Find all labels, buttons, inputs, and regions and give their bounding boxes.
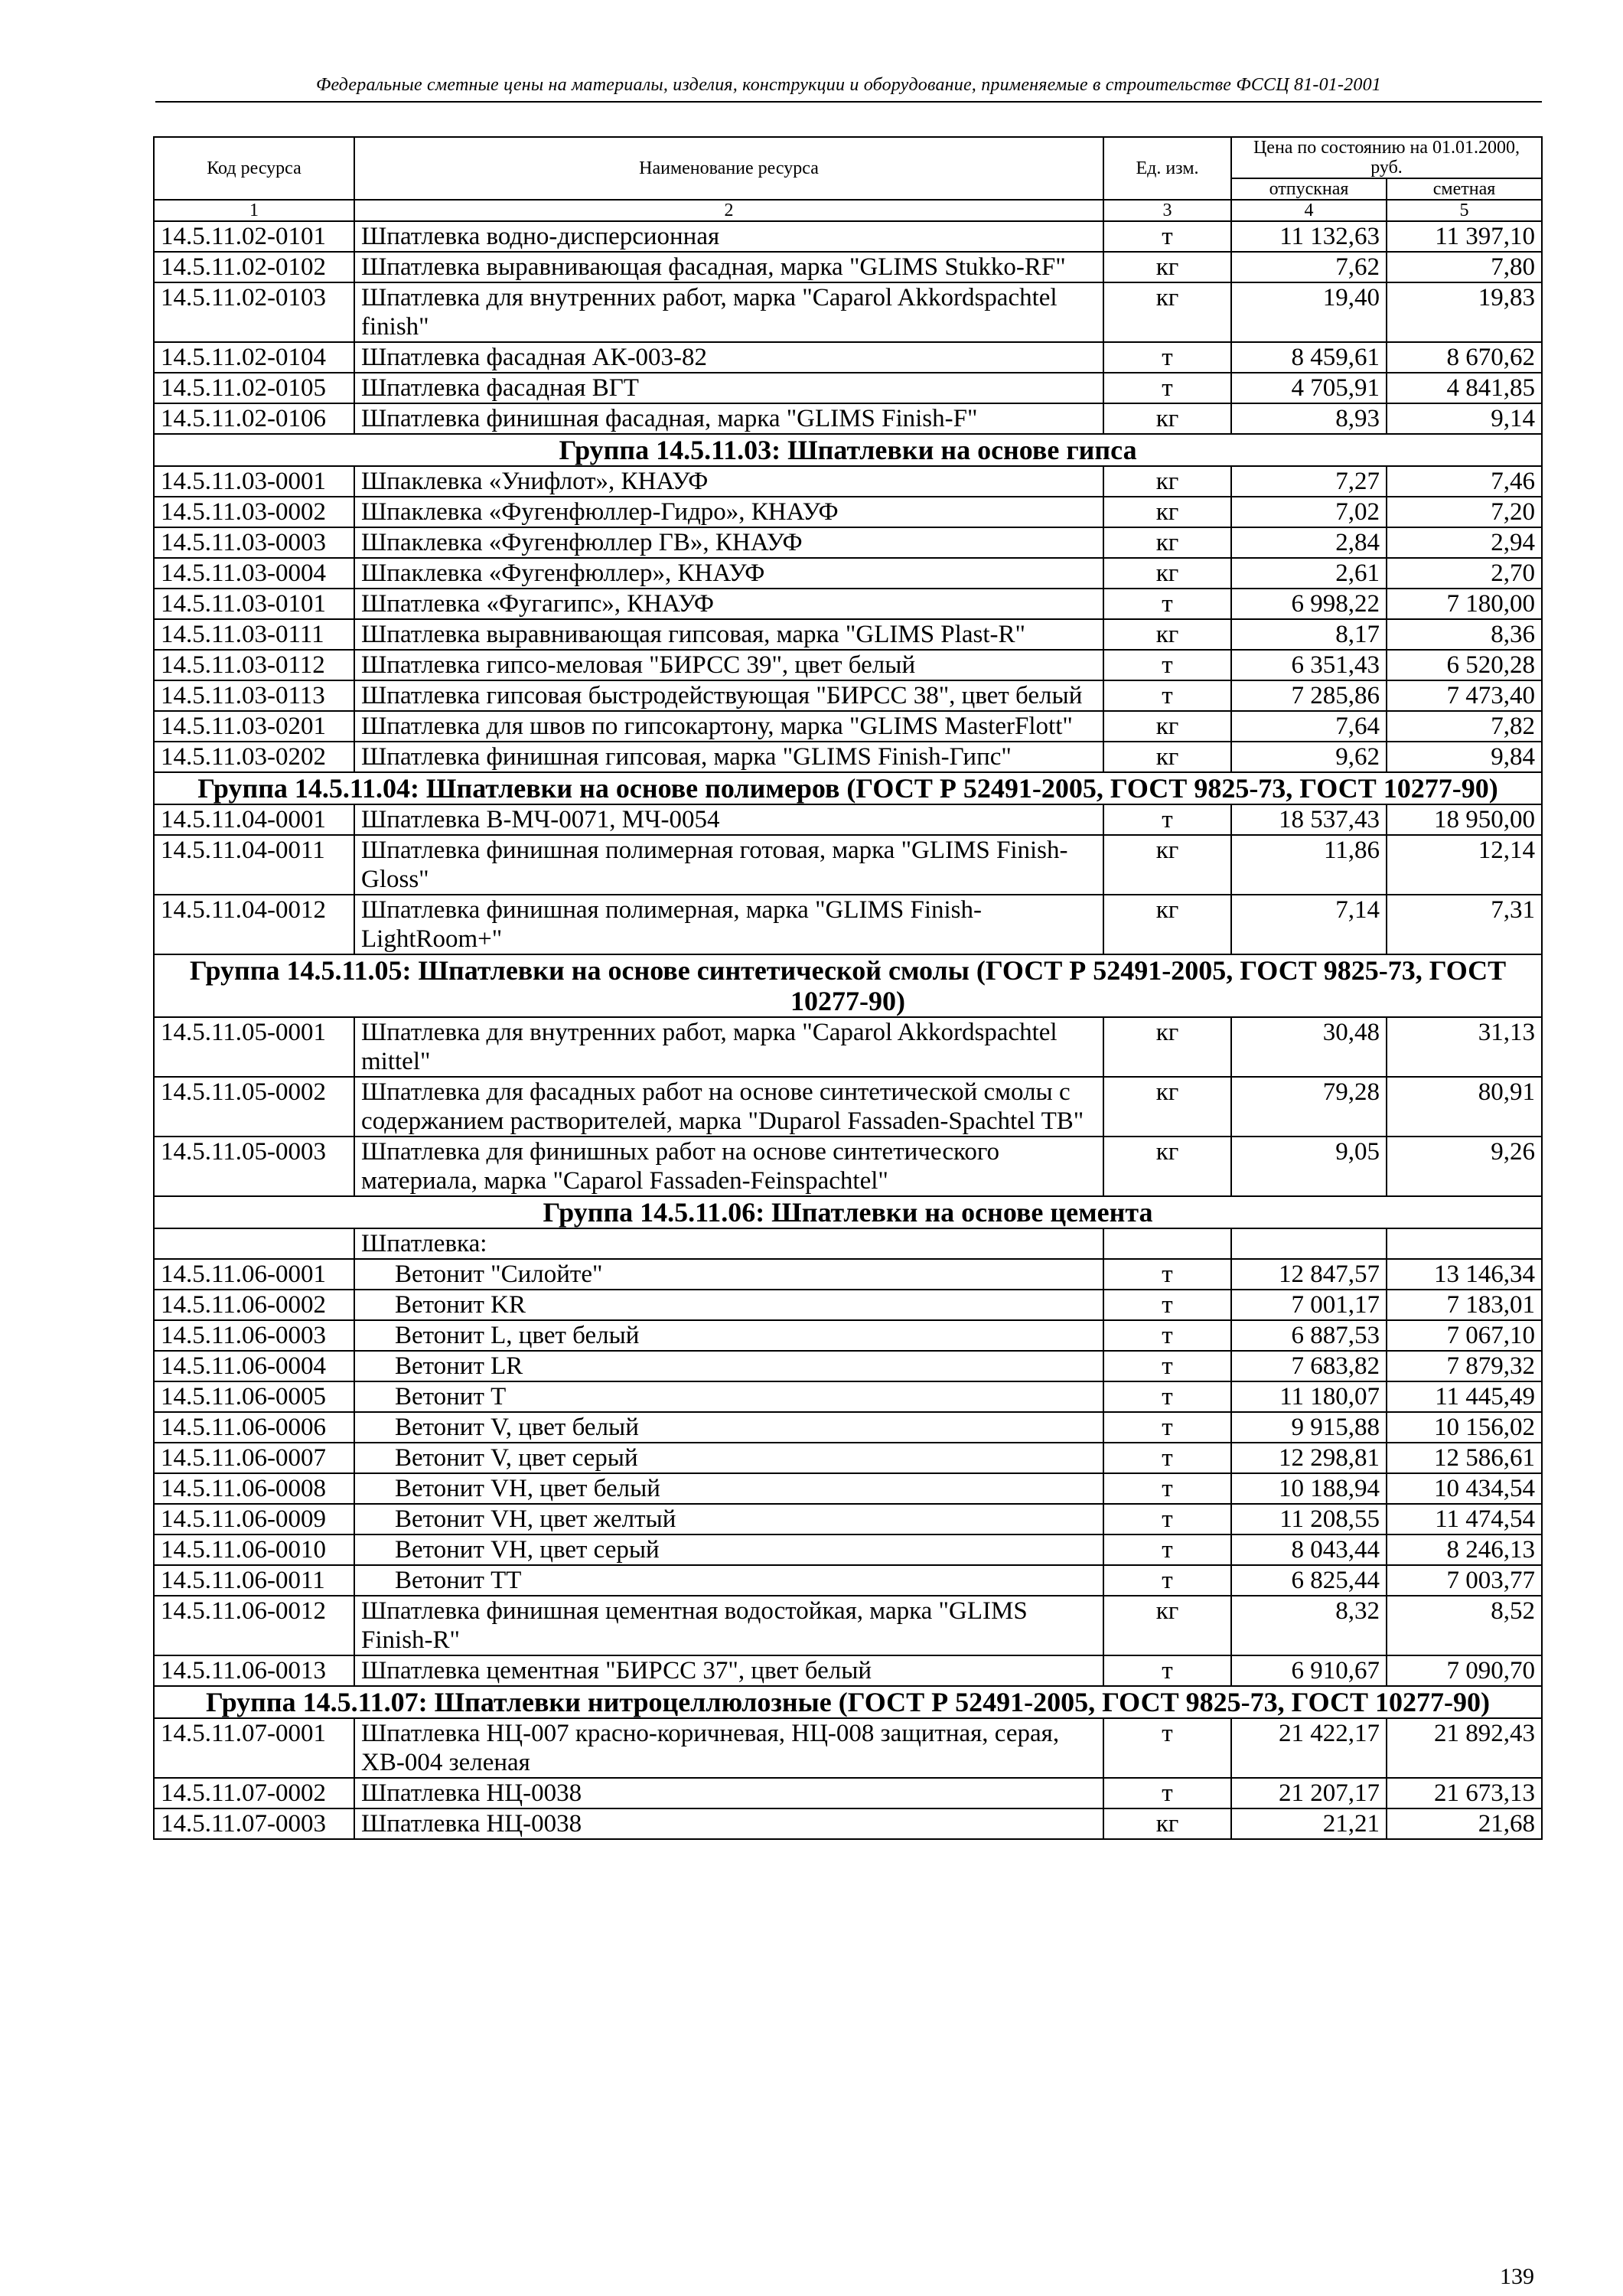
- table-row: [154, 466, 1542, 497]
- cell-unit: т: [1103, 1655, 1231, 1686]
- table-row: [154, 373, 1542, 403]
- cell-estimate-price: 80,91: [1387, 1077, 1542, 1137]
- col-number: 2: [354, 200, 1103, 221]
- cell-name: Ветонит L, цвет белый: [354, 1320, 1103, 1351]
- cell-name: Ветонит VH, цвет белый: [354, 1473, 1103, 1504]
- table-row: [154, 497, 1542, 527]
- cell-unit: т: [1103, 1381, 1231, 1412]
- table-row: [154, 1290, 1542, 1320]
- cell-name: Шпатлевка финишная полимерная, марка "GLIMS Finish-LightRoom+": [354, 895, 1103, 954]
- cell-code: 14.5.11.02-0106: [154, 403, 354, 434]
- cell-name: Шпатлевка НЦ-0038: [354, 1778, 1103, 1808]
- cell-estimate-price: 7,80: [1387, 252, 1542, 282]
- cell-estimate-price: 13 146,34: [1387, 1259, 1542, 1290]
- cell-release-price: 6 825,44: [1231, 1565, 1387, 1596]
- cell-estimate-price: 21 892,43: [1387, 1718, 1542, 1778]
- table-row: [154, 1259, 1542, 1290]
- cell-code: 14.5.11.04-0011: [154, 835, 354, 895]
- cell-unit: т: [1103, 1290, 1231, 1320]
- cell-name: Шпатлевка цементная "БИРСС 37", цвет белый: [354, 1655, 1103, 1686]
- cell-release-price: 7 285,86: [1231, 680, 1387, 711]
- page-number: 139: [1500, 2264, 1534, 2289]
- cell-release-price: 11,86: [1231, 835, 1387, 895]
- cell-release-price: 9,62: [1231, 742, 1387, 772]
- cell-unit: кг: [1103, 282, 1231, 342]
- cell-estimate-price: 11 445,49: [1387, 1381, 1542, 1412]
- group-title: Группа 14.5.11.04: Шпатлевки на основе полимеров (ГОСТ Р 52491-2005, ГОСТ 9825-73, ГОСТ 10277-90): [154, 772, 1542, 804]
- cell-unit: т: [1103, 1412, 1231, 1443]
- cell-unit: т: [1103, 1320, 1231, 1351]
- cell-release-price: 8,17: [1231, 619, 1387, 650]
- col-number: 3: [1103, 200, 1231, 221]
- table-row: [154, 742, 1542, 772]
- cell-code: 14.5.11.02-0102: [154, 252, 354, 282]
- cell-unit: кг: [1103, 497, 1231, 527]
- table-row: [154, 711, 1542, 742]
- cell-name: Шпаклевка «Унифлот», КНАУФ: [354, 466, 1103, 497]
- cell-estimate-price: 7 473,40: [1387, 680, 1542, 711]
- col-code-header: Код ресурса: [154, 137, 354, 200]
- cell-name: Шпатлевка выравнивающая гипсовая, марка "GLIMS Plast-R": [354, 619, 1103, 650]
- cell-unit: кг: [1103, 1077, 1231, 1137]
- cell-code: 14.5.11.06-0003: [154, 1320, 354, 1351]
- cell-name: Шпатлевка финишная полимерная готовая, марка "GLIMS Finish-Gloss": [354, 835, 1103, 895]
- cell-name: Ветонит VH, цвет желтый: [354, 1504, 1103, 1534]
- col-number: 1: [154, 200, 354, 221]
- cell-release-price: 2,84: [1231, 527, 1387, 558]
- cell-estimate-price: 7,31: [1387, 895, 1542, 954]
- cell-estimate-price: 7 879,32: [1387, 1351, 1542, 1381]
- label-row: [154, 1228, 1542, 1259]
- table-row: [154, 252, 1542, 282]
- table-row: [154, 619, 1542, 650]
- cell-estimate-price: 31,13: [1387, 1017, 1542, 1077]
- cell-estimate-price: 10 156,02: [1387, 1412, 1542, 1443]
- cell-name: Ветонит V, цвет серый: [354, 1443, 1103, 1473]
- cell-estimate-price: 7 090,70: [1387, 1655, 1542, 1686]
- cell-label: Шпатлевка:: [354, 1228, 1103, 1259]
- cell-name: Шпатлевка гипсовая быстродействующая "БИРСС 38", цвет белый: [354, 680, 1103, 711]
- cell-unit: т: [1103, 1259, 1231, 1290]
- cell-unit: т: [1103, 1443, 1231, 1473]
- cell-unit: кг: [1103, 1017, 1231, 1077]
- cell-unit: т: [1103, 1473, 1231, 1504]
- col-number: 5: [1387, 200, 1542, 221]
- cell-estimate-price: 9,14: [1387, 403, 1542, 434]
- cell-name: Ветонит TT: [354, 1565, 1103, 1596]
- cell-code: 14.5.11.06-0004: [154, 1351, 354, 1381]
- table-row: [154, 1534, 1542, 1565]
- table-row: [154, 1137, 1542, 1196]
- table-row: [154, 1443, 1542, 1473]
- cell-name: Шпатлевка В-МЧ-0071, МЧ-0054: [354, 804, 1103, 835]
- table-row: [154, 895, 1542, 954]
- table-row: [154, 1320, 1542, 1351]
- cell-estimate-price: 8,36: [1387, 619, 1542, 650]
- cell-unit: кг: [1103, 1596, 1231, 1655]
- cell-code: 14.5.11.06-0005: [154, 1381, 354, 1412]
- cell-unit: кг: [1103, 711, 1231, 742]
- table-row: [154, 1565, 1542, 1596]
- cell-release-empty: [1231, 1228, 1387, 1259]
- cell-estimate-price: 7 067,10: [1387, 1320, 1542, 1351]
- cell-release-price: 8,93: [1231, 403, 1387, 434]
- cell-code: 14.5.11.06-0008: [154, 1473, 354, 1504]
- cell-name: Шпатлевка для внутренних работ, марка "Caparol Akkordspachtel mittel": [354, 1017, 1103, 1077]
- cell-unit: т: [1103, 680, 1231, 711]
- cell-code: 14.5.11.02-0103: [154, 282, 354, 342]
- cell-release-price: 12 298,81: [1231, 1443, 1387, 1473]
- cell-code: 14.5.11.03-0112: [154, 650, 354, 680]
- cell-unit: т: [1103, 1565, 1231, 1596]
- cell-release-price: 7,64: [1231, 711, 1387, 742]
- cell-estimate-price: 11 397,10: [1387, 221, 1542, 252]
- table-row: [154, 650, 1542, 680]
- cell-name: Шпаклевка «Фугенфюллер-Гидро», КНАУФ: [354, 497, 1103, 527]
- cell-estimate-price: 2,70: [1387, 558, 1542, 589]
- cell-estimate-price: 8 670,62: [1387, 342, 1542, 373]
- cell-code: 14.5.11.03-0202: [154, 742, 354, 772]
- cell-code: 14.5.11.02-0105: [154, 373, 354, 403]
- cell-release-price: 8 459,61: [1231, 342, 1387, 373]
- cell-name: Шпатлевка фасадная ВГТ: [354, 373, 1103, 403]
- cell-code: 14.5.11.03-0002: [154, 497, 354, 527]
- table-row: [154, 1017, 1542, 1077]
- cell-release-price: 79,28: [1231, 1077, 1387, 1137]
- cell-estimate-price: 8,52: [1387, 1596, 1542, 1655]
- cell-release-price: 8 043,44: [1231, 1534, 1387, 1565]
- cell-unit: т: [1103, 589, 1231, 619]
- table-row: [154, 1596, 1542, 1655]
- cell-estimate-price: 21,68: [1387, 1808, 1542, 1839]
- cell-release-price: 6 910,67: [1231, 1655, 1387, 1686]
- cell-name: Шпатлевка финишная гипсовая, марка "GLIMS Finish-Гипс": [354, 742, 1103, 772]
- cell-unit: кг: [1103, 403, 1231, 434]
- cell-estimate-price: 18 950,00: [1387, 804, 1542, 835]
- cell-code: 14.5.11.06-0013: [154, 1655, 354, 1686]
- col-price-header: Цена по состоянию на 01.01.2000, руб.: [1231, 137, 1542, 178]
- cell-code: 14.5.11.06-0001: [154, 1259, 354, 1290]
- cell-unit: кг: [1103, 252, 1231, 282]
- table-row: [154, 1718, 1542, 1778]
- cell-unit: т: [1103, 221, 1231, 252]
- table-row: [154, 1351, 1542, 1381]
- cell-code: 14.5.11.02-0101: [154, 221, 354, 252]
- table-row: [154, 282, 1542, 342]
- table-row: [154, 342, 1542, 373]
- cell-estimate-price: 7 183,01: [1387, 1290, 1542, 1320]
- group-row: [154, 1686, 1542, 1718]
- cell-name: Шпатлевка для швов по гипсокартону, марка "GLIMS MasterFlott": [354, 711, 1103, 742]
- cell-estimate-price: 21 673,13: [1387, 1778, 1542, 1808]
- cell-name: Шпатлевка водно-дисперсионная: [354, 221, 1103, 252]
- group-row: [154, 434, 1542, 466]
- cell-estimate-price: 9,26: [1387, 1137, 1542, 1196]
- table-body: [154, 221, 1542, 1839]
- cell-unit: т: [1103, 650, 1231, 680]
- cell-release-price: 6 351,43: [1231, 650, 1387, 680]
- cell-code: 14.5.11.02-0104: [154, 342, 354, 373]
- cell-name: Ветонит V, цвет белый: [354, 1412, 1103, 1443]
- cell-unit: т: [1103, 804, 1231, 835]
- cell-release-price: 7 683,82: [1231, 1351, 1387, 1381]
- cell-estimate-price: 4 841,85: [1387, 373, 1542, 403]
- cell-estimate-price: 7,82: [1387, 711, 1542, 742]
- cell-estimate-price: 7 003,77: [1387, 1565, 1542, 1596]
- cell-code: 14.5.11.07-0002: [154, 1778, 354, 1808]
- cell-unit: т: [1103, 342, 1231, 373]
- cell-release-price: 9 915,88: [1231, 1412, 1387, 1443]
- table-row: [154, 527, 1542, 558]
- col-unit-header: Ед. изм.: [1103, 137, 1231, 200]
- cell-name: Шпаклевка «Фугенфюллер ГВ», КНАУФ: [354, 527, 1103, 558]
- col-estimate-header: сметная: [1387, 178, 1542, 200]
- cell-code: 14.5.11.03-0111: [154, 619, 354, 650]
- cell-unit: кг: [1103, 619, 1231, 650]
- cell-release-price: 7,02: [1231, 497, 1387, 527]
- table-row: [154, 680, 1542, 711]
- cell-unit: кг: [1103, 742, 1231, 772]
- cell-release-price: 2,61: [1231, 558, 1387, 589]
- cell-release-price: 11 208,55: [1231, 1504, 1387, 1534]
- group-title: Группа 14.5.11.03: Шпатлевки на основе гипса: [154, 434, 1542, 466]
- cell-code: 14.5.11.06-0012: [154, 1596, 354, 1655]
- cell-code: 14.5.11.04-0012: [154, 895, 354, 954]
- group-title: Группа 14.5.11.07: Шпатлевки нитроцеллюлозные (ГОСТ Р 52491-2005, ГОСТ 9825-73, ГОСТ 10277-90): [154, 1686, 1542, 1718]
- col-release-header: отпускная: [1231, 178, 1387, 200]
- cell-code: 14.5.11.04-0001: [154, 804, 354, 835]
- cell-code: 14.5.11.03-0201: [154, 711, 354, 742]
- cell-unit: т: [1103, 1718, 1231, 1778]
- cell-release-price: 7,62: [1231, 252, 1387, 282]
- cell-name: Ветонит T: [354, 1381, 1103, 1412]
- cell-estimate-price: 19,83: [1387, 282, 1542, 342]
- cell-name: Ветонит KR: [354, 1290, 1103, 1320]
- cell-estimate-empty: [1387, 1228, 1542, 1259]
- header-rule: [155, 101, 1542, 103]
- group-row: [154, 772, 1542, 804]
- cell-code: 14.5.11.06-0011: [154, 1565, 354, 1596]
- cell-estimate-price: 12,14: [1387, 835, 1542, 895]
- cell-name: Шпатлевка для финишных работ на основе синтетического материала, марка "Caparol Fassaden-Feinspachtel": [354, 1137, 1103, 1196]
- cell-unit: кг: [1103, 527, 1231, 558]
- table-row: [154, 1808, 1542, 1839]
- table-row: [154, 1381, 1542, 1412]
- cell-code: 14.5.11.06-0007: [154, 1443, 354, 1473]
- group-title: Группа 14.5.11.05: Шпатлевки на основе синтетической смолы (ГОСТ Р 52491-2005, ГОСТ 9825-73, ГОСТ 10277-90): [154, 954, 1542, 1017]
- cell-unit: кг: [1103, 835, 1231, 895]
- cell-release-price: 9,05: [1231, 1137, 1387, 1196]
- cell-name: Шпатлевка «Фугагипс», КНАУФ: [354, 589, 1103, 619]
- cell-estimate-price: 8 246,13: [1387, 1534, 1542, 1565]
- cell-release-price: 6 998,22: [1231, 589, 1387, 619]
- cell-name: Шпатлевка финишная цементная водостойкая, марка "GLIMS Finish-R": [354, 1596, 1103, 1655]
- cell-release-price: 21 207,17: [1231, 1778, 1387, 1808]
- cell-release-price: 12 847,57: [1231, 1259, 1387, 1290]
- table-row: [154, 835, 1542, 895]
- cell-release-price: 19,40: [1231, 282, 1387, 342]
- cell-estimate-price: 6 520,28: [1387, 650, 1542, 680]
- table-row: [154, 1504, 1542, 1534]
- cell-unit-empty: [1103, 1228, 1231, 1259]
- cell-name: Шпатлевка для фасадных работ на основе синтетической смолы с содержанием растворителей, марка "Duparol Fassaden-Spachtel TB": [354, 1077, 1103, 1137]
- cell-unit: т: [1103, 1351, 1231, 1381]
- cell-code: 14.5.11.07-0003: [154, 1808, 354, 1839]
- table-row: [154, 1412, 1542, 1443]
- cell-release-price: 11 180,07: [1231, 1381, 1387, 1412]
- group-row: [154, 954, 1542, 1017]
- group-row: [154, 1196, 1542, 1228]
- cell-code: 14.5.11.06-0010: [154, 1534, 354, 1565]
- cell-release-price: 7 001,17: [1231, 1290, 1387, 1320]
- cell-estimate-price: 2,94: [1387, 527, 1542, 558]
- cell-release-price: 21 422,17: [1231, 1718, 1387, 1778]
- cell-unit: кг: [1103, 1137, 1231, 1196]
- cell-name: Шпатлевка финишная фасадная, марка "GLIMS Finish-F": [354, 403, 1103, 434]
- cell-code: 14.5.11.07-0001: [154, 1718, 354, 1778]
- cell-unit: кг: [1103, 1808, 1231, 1839]
- cell-release-price: 11 132,63: [1231, 221, 1387, 252]
- table-row: [154, 1077, 1542, 1137]
- cell-code: 14.5.11.03-0113: [154, 680, 354, 711]
- cell-release-price: 4 705,91: [1231, 373, 1387, 403]
- cell-unit: т: [1103, 1534, 1231, 1565]
- col-number: 4: [1231, 200, 1387, 221]
- cell-code: 14.5.11.06-0006: [154, 1412, 354, 1443]
- cell-name: Ветонит VH, цвет серый: [354, 1534, 1103, 1565]
- table-row: [154, 403, 1542, 434]
- cell-unit: т: [1103, 1504, 1231, 1534]
- group-title: Группа 14.5.11.06: Шпатлевки на основе цемента: [154, 1196, 1542, 1228]
- cell-name: Ветонит "Силойте": [354, 1259, 1103, 1290]
- cell-release-price: 18 537,43: [1231, 804, 1387, 835]
- cell-code: 14.5.11.03-0001: [154, 466, 354, 497]
- price-table: [153, 136, 1543, 1840]
- table-row: [154, 804, 1542, 835]
- table-row: [154, 1473, 1542, 1504]
- cell-release-price: 8,32: [1231, 1596, 1387, 1655]
- cell-estimate-price: 9,84: [1387, 742, 1542, 772]
- cell-estimate-price: 7,46: [1387, 466, 1542, 497]
- cell-code-empty: [154, 1228, 354, 1259]
- cell-release-price: 21,21: [1231, 1808, 1387, 1839]
- cell-name: Шпатлевка НЦ-0038: [354, 1808, 1103, 1839]
- cell-name: Шпаклевка «Фугенфюллер», КНАУФ: [354, 558, 1103, 589]
- table-row: [154, 221, 1542, 252]
- cell-estimate-price: 7 180,00: [1387, 589, 1542, 619]
- cell-estimate-price: 11 474,54: [1387, 1504, 1542, 1534]
- cell-code: 14.5.11.03-0004: [154, 558, 354, 589]
- cell-estimate-price: 12 586,61: [1387, 1443, 1542, 1473]
- cell-estimate-price: 10 434,54: [1387, 1473, 1542, 1504]
- cell-unit: т: [1103, 373, 1231, 403]
- cell-code: 14.5.11.05-0002: [154, 1077, 354, 1137]
- cell-release-price: 6 887,53: [1231, 1320, 1387, 1351]
- cell-name: Шпатлевка гипсо-меловая "БИРСС 39", цвет белый: [354, 650, 1103, 680]
- col-name-header: Наименование ресурса: [354, 137, 1103, 200]
- cell-unit: кг: [1103, 466, 1231, 497]
- running-header: Федеральные сметные цены на материалы, изделия, конструкции и оборудование, применяемые в строительстве ФССЦ 81-01-2001: [316, 75, 1381, 95]
- table-row: [154, 558, 1542, 589]
- table-row: [154, 1655, 1542, 1686]
- cell-release-price: 10 188,94: [1231, 1473, 1387, 1504]
- cell-code: 14.5.11.05-0001: [154, 1017, 354, 1077]
- cell-name: Шпатлевка выравнивающая фасадная, марка "GLIMS Stukko-RF": [354, 252, 1103, 282]
- cell-name: Шпатлевка фасадная АК-003-82: [354, 342, 1103, 373]
- table-row: [154, 589, 1542, 619]
- cell-code: 14.5.11.06-0002: [154, 1290, 354, 1320]
- cell-release-price: 7,27: [1231, 466, 1387, 497]
- cell-release-price: 30,48: [1231, 1017, 1387, 1077]
- cell-code: 14.5.11.03-0003: [154, 527, 354, 558]
- table-header: [154, 137, 1542, 221]
- cell-unit: кг: [1103, 558, 1231, 589]
- cell-unit: кг: [1103, 895, 1231, 954]
- table-row: [154, 1778, 1542, 1808]
- cell-code: 14.5.11.03-0101: [154, 589, 354, 619]
- cell-code: 14.5.11.05-0003: [154, 1137, 354, 1196]
- cell-name: Шпатлевка для внутренних работ, марка "Caparol Akkordspachtel finish": [354, 282, 1103, 342]
- cell-code: 14.5.11.06-0009: [154, 1504, 354, 1534]
- cell-estimate-price: 7,20: [1387, 497, 1542, 527]
- cell-release-price: 7,14: [1231, 895, 1387, 954]
- cell-name: Ветонит LR: [354, 1351, 1103, 1381]
- cell-name: Шпатлевка НЦ-007 красно-коричневая, НЦ-008 защитная, серая, ХВ-004 зеленая: [354, 1718, 1103, 1778]
- cell-unit: т: [1103, 1778, 1231, 1808]
